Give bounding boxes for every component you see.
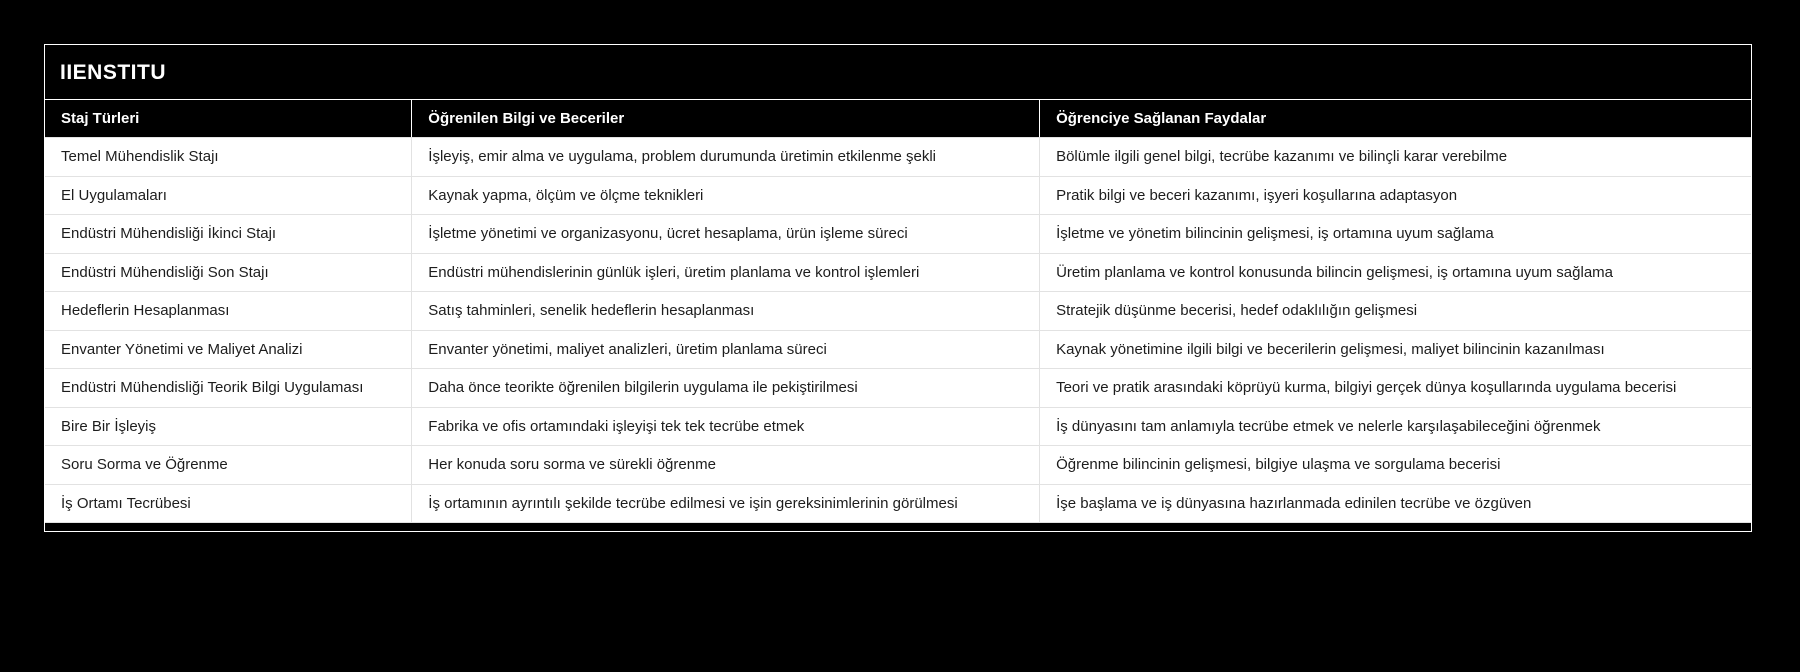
table-row — [45, 215, 1751, 254]
table-cell: Envanter Yönetimi ve Maliyet Analizi — [45, 330, 412, 369]
table-cell: Pratik bilgi ve beceri kazanımı, işyeri koşullarına adaptasyon — [1040, 176, 1751, 215]
table-row — [45, 292, 1751, 331]
internship-table-card — [44, 44, 1752, 532]
table-cell: Bire Bir İşleyiş — [45, 407, 412, 446]
table-body — [45, 138, 1751, 523]
table-cell: Soru Sorma ve Öğrenme — [45, 446, 412, 485]
header-row — [45, 100, 1751, 138]
table-cell: Üretim planlama ve kontrol konusunda bilincin gelişmesi, iş ortamına uyum sağlama — [1040, 253, 1751, 292]
table-header — [45, 100, 1751, 138]
table-row — [45, 446, 1751, 485]
table-cell: Teori ve pratik arasındaki köprüyü kurma, bilgiyi gerçek dünya koşullarında uygulama becerisi — [1040, 369, 1751, 408]
table-cell: İşletme ve yönetim bilincinin gelişmesi, iş ortamına uyum sağlama — [1040, 215, 1751, 254]
table-cell: Endüstri mühendislerinin günlük işleri, üretim planlama ve kontrol işlemleri — [412, 253, 1040, 292]
table-cell: Hedeflerin Hesaplanması — [45, 292, 412, 331]
table-cell: Endüstri Mühendisliği Teorik Bilgi Uygulaması — [45, 369, 412, 408]
table-cell: Kaynak yapma, ölçüm ve ölçme teknikleri — [412, 176, 1040, 215]
table-cell: İşletme yönetimi ve organizasyonu, ücret hesaplama, ürün işleme süreci — [412, 215, 1040, 254]
table-cell: İşleyiş, emir alma ve uygulama, problem durumunda üretimin etkilenme şekli — [412, 138, 1040, 177]
table-cell: İş Ortamı Tecrübesi — [45, 484, 412, 523]
table-cell: Kaynak yönetimine ilgili bilgi ve becerilerin gelişmesi, maliyet bilincinin kazanılması — [1040, 330, 1751, 369]
table-cell: Fabrika ve ofis ortamındaki işleyişi tek tek tecrübe etmek — [412, 407, 1040, 446]
table-cell: Daha önce teorikte öğrenilen bilgilerin uygulama ile pekiştirilmesi — [412, 369, 1040, 408]
table-cell: Endüstri Mühendisliği Son Stajı — [45, 253, 412, 292]
table-row — [45, 407, 1751, 446]
column-header: Öğrenciye Sağlanan Faydalar — [1040, 100, 1751, 138]
column-header: Öğrenilen Bilgi ve Beceriler — [412, 100, 1040, 138]
table-row — [45, 484, 1751, 523]
table-cell: Öğrenme bilincinin gelişmesi, bilgiye ulaşma ve sorgulama becerisi — [1040, 446, 1751, 485]
page-title: IIENSTITU — [60, 61, 167, 84]
column-header: Staj Türleri — [45, 100, 412, 138]
table-row — [45, 369, 1751, 408]
table-cell: Stratejik düşünme becerisi, hedef odaklılığın gelişmesi — [1040, 292, 1751, 331]
table-row — [45, 176, 1751, 215]
table-cell: İş ortamının ayrıntılı şekilde tecrübe edilmesi ve işin gereksinimlerinin görülmesi — [412, 484, 1040, 523]
table-cell: Satış tahminleri, senelik hedeflerin hesaplanması — [412, 292, 1040, 331]
table-cell: Bölümle ilgili genel bilgi, tecrübe kazanımı ve bilinçli karar verebilme — [1040, 138, 1751, 177]
table-cell: Envanter yönetimi, maliyet analizleri, üretim planlama süreci — [412, 330, 1040, 369]
data-table — [45, 99, 1751, 523]
table-cell: Temel Mühendislik Stajı — [45, 138, 412, 177]
table-cell: İşe başlama ve iş dünyasına hazırlanmada edinilen tecrübe ve özgüven — [1040, 484, 1751, 523]
table-row — [45, 330, 1751, 369]
table-row — [45, 138, 1751, 177]
table-cell: Her konuda soru sorma ve sürekli öğrenme — [412, 446, 1040, 485]
table-cell: Endüstri Mühendisliği İkinci Stajı — [45, 215, 412, 254]
table-row — [45, 253, 1751, 292]
table-cell: El Uygulamaları — [45, 176, 412, 215]
table-cell: İş dünyasını tam anlamıyla tecrübe etmek ve nelerle karşılaşabileceğini öğrenmek — [1040, 407, 1751, 446]
